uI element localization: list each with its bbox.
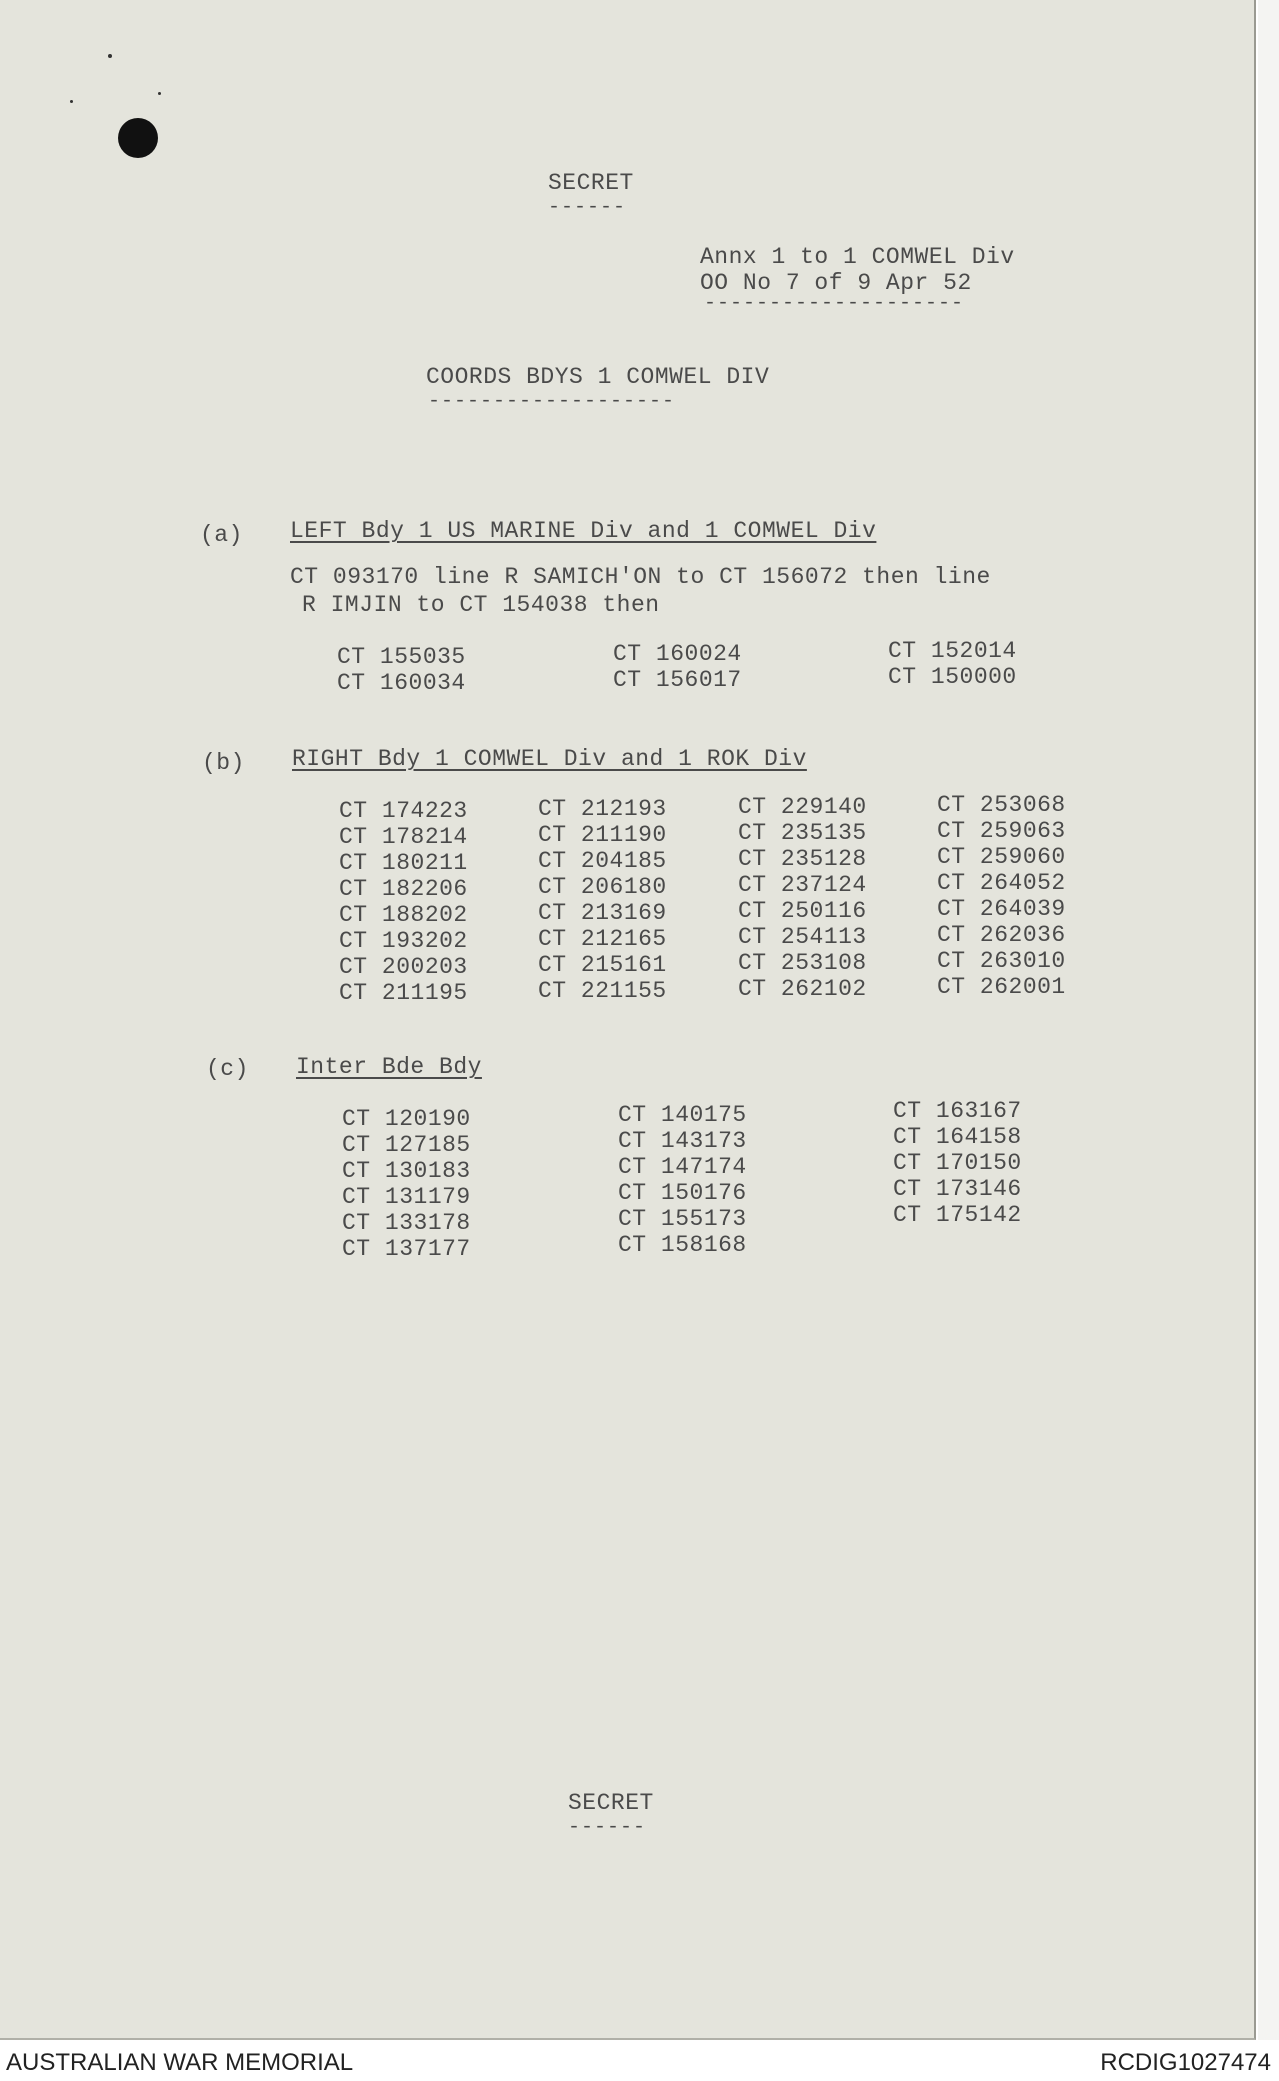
grid-reference: CT 262001 xyxy=(937,974,1066,1000)
archive-credit: AUSTRALIAN WAR MEMORIAL xyxy=(6,2049,354,2076)
grid-reference: CT 262102 xyxy=(738,976,867,1002)
annex-line-1: Annx 1 to 1 COMWEL Div xyxy=(700,244,1015,270)
section-b-marker: (b) xyxy=(202,750,245,776)
section-c-column xyxy=(893,1098,1022,1228)
grid-reference: CT 235128 xyxy=(738,846,867,872)
grid-reference: CT 211195 xyxy=(339,980,468,1006)
grid-reference: CT 158168 xyxy=(618,1232,747,1258)
section-b-heading: RIGHT Bdy 1 COMWEL Div and 1 ROK Div xyxy=(292,746,807,772)
grid-reference: CT 264052 xyxy=(937,870,1066,896)
grid-reference: CT 143173 xyxy=(618,1128,747,1154)
section-a-marker: (a) xyxy=(200,522,243,548)
section-b-column xyxy=(339,798,468,1006)
grid-reference: CT 253108 xyxy=(738,950,867,976)
section-b-column xyxy=(937,792,1066,1000)
grid-reference: CT 221155 xyxy=(538,978,667,1004)
dash-rule: ------ xyxy=(548,196,627,219)
section-a-column xyxy=(888,638,1017,690)
grid-reference: CT 213169 xyxy=(538,900,667,926)
grid-reference: CT 137177 xyxy=(342,1236,471,1262)
section-c-marker: (c) xyxy=(206,1056,249,1082)
grid-reference: CT 163167 xyxy=(893,1098,1022,1124)
section-a-text-1: CT 093170 line R SAMICH'ON to CT 156072 then line xyxy=(290,564,991,590)
dash-rule: ------------------- xyxy=(428,390,676,413)
section-a-text-2: R IMJIN to CT 154038 then xyxy=(302,592,660,618)
grid-reference: CT 188202 xyxy=(339,902,468,928)
grid-reference: CT 237124 xyxy=(738,872,867,898)
grid-reference: CT 193202 xyxy=(339,928,468,954)
paper-speck xyxy=(70,100,73,103)
dash-rule: ------ xyxy=(568,1816,647,1839)
grid-reference: CT 235135 xyxy=(738,820,867,846)
grid-reference: CT 152014 xyxy=(888,638,1017,664)
document-title: COORDS BDYS 1 COMWEL DIV xyxy=(426,364,770,390)
section-b-column xyxy=(538,796,667,1004)
grid-reference: CT 174223 xyxy=(339,798,468,824)
grid-reference: CT 150000 xyxy=(888,664,1017,690)
section-a-column xyxy=(337,644,466,696)
section-c-column xyxy=(342,1106,471,1262)
grid-reference: CT 147174 xyxy=(618,1154,747,1180)
grid-reference: CT 140175 xyxy=(618,1102,747,1128)
dash-rule: -------------------- xyxy=(704,292,965,315)
section-c-column xyxy=(618,1102,747,1258)
grid-reference: CT 212165 xyxy=(538,926,667,952)
section-a-column xyxy=(613,641,742,693)
classification-top: SECRET xyxy=(548,170,634,196)
grid-reference: CT 150176 xyxy=(618,1180,747,1206)
paper-speck xyxy=(158,92,161,95)
grid-reference: CT 254113 xyxy=(738,924,867,950)
grid-reference: CT 170150 xyxy=(893,1150,1022,1176)
page-edge xyxy=(1258,0,1279,2040)
grid-reference: CT 229140 xyxy=(738,794,867,820)
grid-reference: CT 182206 xyxy=(339,876,468,902)
grid-reference: CT 130183 xyxy=(342,1158,471,1184)
grid-reference: CT 173146 xyxy=(893,1176,1022,1202)
grid-reference: CT 127185 xyxy=(342,1132,471,1158)
grid-reference: CT 175142 xyxy=(893,1202,1022,1228)
section-b-column xyxy=(738,794,867,1002)
grid-reference: CT 264039 xyxy=(937,896,1066,922)
section-c-heading: Inter Bde Bdy xyxy=(296,1054,482,1080)
grid-reference: CT 204185 xyxy=(538,848,667,874)
grid-reference: CT 263010 xyxy=(937,948,1066,974)
punch-hole xyxy=(118,118,158,158)
classification-bottom: SECRET xyxy=(568,1790,654,1816)
grid-reference: CT 211190 xyxy=(538,822,667,848)
grid-reference: CT 131179 xyxy=(342,1184,471,1210)
paper-speck xyxy=(108,54,112,58)
section-a-heading: LEFT Bdy 1 US MARINE Div and 1 COMWEL Div xyxy=(290,518,877,544)
grid-reference: CT 215161 xyxy=(538,952,667,978)
grid-reference: CT 180211 xyxy=(339,850,468,876)
record-id: RCDIG1027474 xyxy=(1100,2049,1271,2076)
grid-reference: CT 200203 xyxy=(339,954,468,980)
grid-reference: CT 178214 xyxy=(339,824,468,850)
grid-reference: CT 262036 xyxy=(937,922,1066,948)
grid-reference: CT 259060 xyxy=(937,844,1066,870)
grid-reference: CT 164158 xyxy=(893,1124,1022,1150)
grid-reference: CT 155173 xyxy=(618,1206,747,1232)
grid-reference: CT 133178 xyxy=(342,1210,471,1236)
grid-reference: CT 156017 xyxy=(613,667,742,693)
grid-reference: CT 250116 xyxy=(738,898,867,924)
annex-line-2: OO No 7 of 9 Apr 52 xyxy=(700,270,972,296)
grid-reference: CT 160024 xyxy=(613,641,742,667)
grid-reference: CT 120190 xyxy=(342,1106,471,1132)
grid-reference: CT 253068 xyxy=(937,792,1066,818)
grid-reference: CT 155035 xyxy=(337,644,466,670)
grid-reference: CT 212193 xyxy=(538,796,667,822)
grid-reference: CT 206180 xyxy=(538,874,667,900)
grid-reference: CT 160034 xyxy=(337,670,466,696)
grid-reference: CT 259063 xyxy=(937,818,1066,844)
